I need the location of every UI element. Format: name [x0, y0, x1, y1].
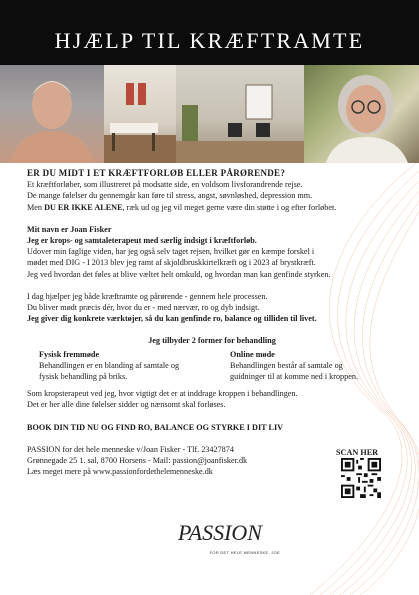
- contact-line: Grønnegade 25 1. sal, 8700 Horsens - Mail: passion@joanfisker.dk: [27, 456, 248, 466]
- contact-line: Læs meget mere på www.passionfordethelemenneske.dk: [27, 467, 213, 477]
- about-line: Udover min faglige viden, har jeg også selv taget rejsen, hvilket gør en kæmpe forskel i: [27, 247, 315, 257]
- help-line-bold: Jeg giver dig konkrete værktøjer, så du kan genfinde ro, balance og tilliden til livet.: [27, 314, 317, 324]
- service-online-title: Online møde: [230, 349, 275, 359]
- services-title: Jeg tilbyder 2 former for behandling: [148, 336, 276, 346]
- intro-heading: ER DU MIDT I ET KRÆFTFORLØB ELLER PÅRØRENDE?: [27, 168, 286, 178]
- service-physical-text: Behandlingen er en blanding af samtale og: [39, 360, 180, 370]
- photo-portrait-glasses: [304, 65, 419, 163]
- service-physical: [39, 349, 206, 383]
- passion-logo: [160, 520, 280, 560]
- qr-code[interactable]: [341, 458, 381, 498]
- service-online-text: Behandlingen består af samtale og: [230, 360, 343, 370]
- service-physical-text: fysisk behandling på briks.: [39, 372, 128, 382]
- help-line: I dag hjælper jeg både kræftramte og pårørende - gennem hele processen.: [27, 291, 268, 301]
- body-line: Som kropsterapeut ved jeg, hvor vigtigt det er at inddrage kroppen i behandlingen.: [27, 389, 298, 399]
- intro-line: Men DU ER IKKE ALENE, ræk ud og jeg vil meget gerne være din støtte i og efter forløbet.: [27, 202, 337, 212]
- intro-line: Et kræftforløber, som illustreret på modsatte side, en voldsom livsforandrende rejse.: [27, 180, 303, 190]
- about-line: Jeg ved hvordan det føles at blive væltet helt omkuld, og hvordan man kan genfinde styrken.: [27, 269, 331, 279]
- about-line: mødet med DIG - I 2013 blev jeg ramt af skjoldbruskkirtelkræft og i 2023 af brystkræft.: [27, 258, 316, 268]
- service-online: [230, 349, 397, 383]
- service-physical-title: Fysisk fremmøde: [39, 349, 100, 359]
- about-role: Jeg er krops- og samtaleterapeut med særlig indsigt i kræftforløb.: [27, 236, 257, 246]
- header-banner: [0, 0, 419, 65]
- photo-treatment-room: [104, 65, 176, 163]
- help-line: Du bliver mødt præcis dér, hvor du er - med nærvær, ro og dyb indsigt.: [27, 303, 260, 313]
- main-content: [27, 168, 397, 477]
- not-alone-emphasis: DU ER IKKE ALENE: [44, 202, 123, 212]
- service-online-text: guidninger til at komme ned i kroppen.: [230, 372, 359, 382]
- logo-tagline: FOR DET HELE MENNESKE, JOE: [209, 550, 280, 555]
- body-line: Det er her alle dine følelser sidder og nænsomt skal forløses.: [27, 400, 226, 410]
- scan-label: SCAN HER: [336, 448, 379, 457]
- about-name: Mit navn er Joan Fisker: [27, 224, 112, 234]
- page-title: HJÆLP TIL KRÆFTRAMTE: [54, 28, 365, 53]
- logo-wordmark: PASSION: [178, 520, 262, 545]
- cta-text: BOOK DIN TID NU OG FIND RO, BALANCE OG STYRKE I DIT LIV: [27, 422, 284, 432]
- photo-strip: [0, 65, 419, 163]
- photo-room-chairs: [176, 65, 304, 163]
- contact-line: PASSION for det hele menneske v/Joan Fisker - Tlf. 23427874: [27, 444, 234, 454]
- photo-portrait-bald: [0, 65, 104, 163]
- intro-line: De mange følelser du gennemgår kan føre til stress, angst, søvnløshed, depression mm.: [27, 191, 313, 201]
- services-columns: [27, 349, 397, 383]
